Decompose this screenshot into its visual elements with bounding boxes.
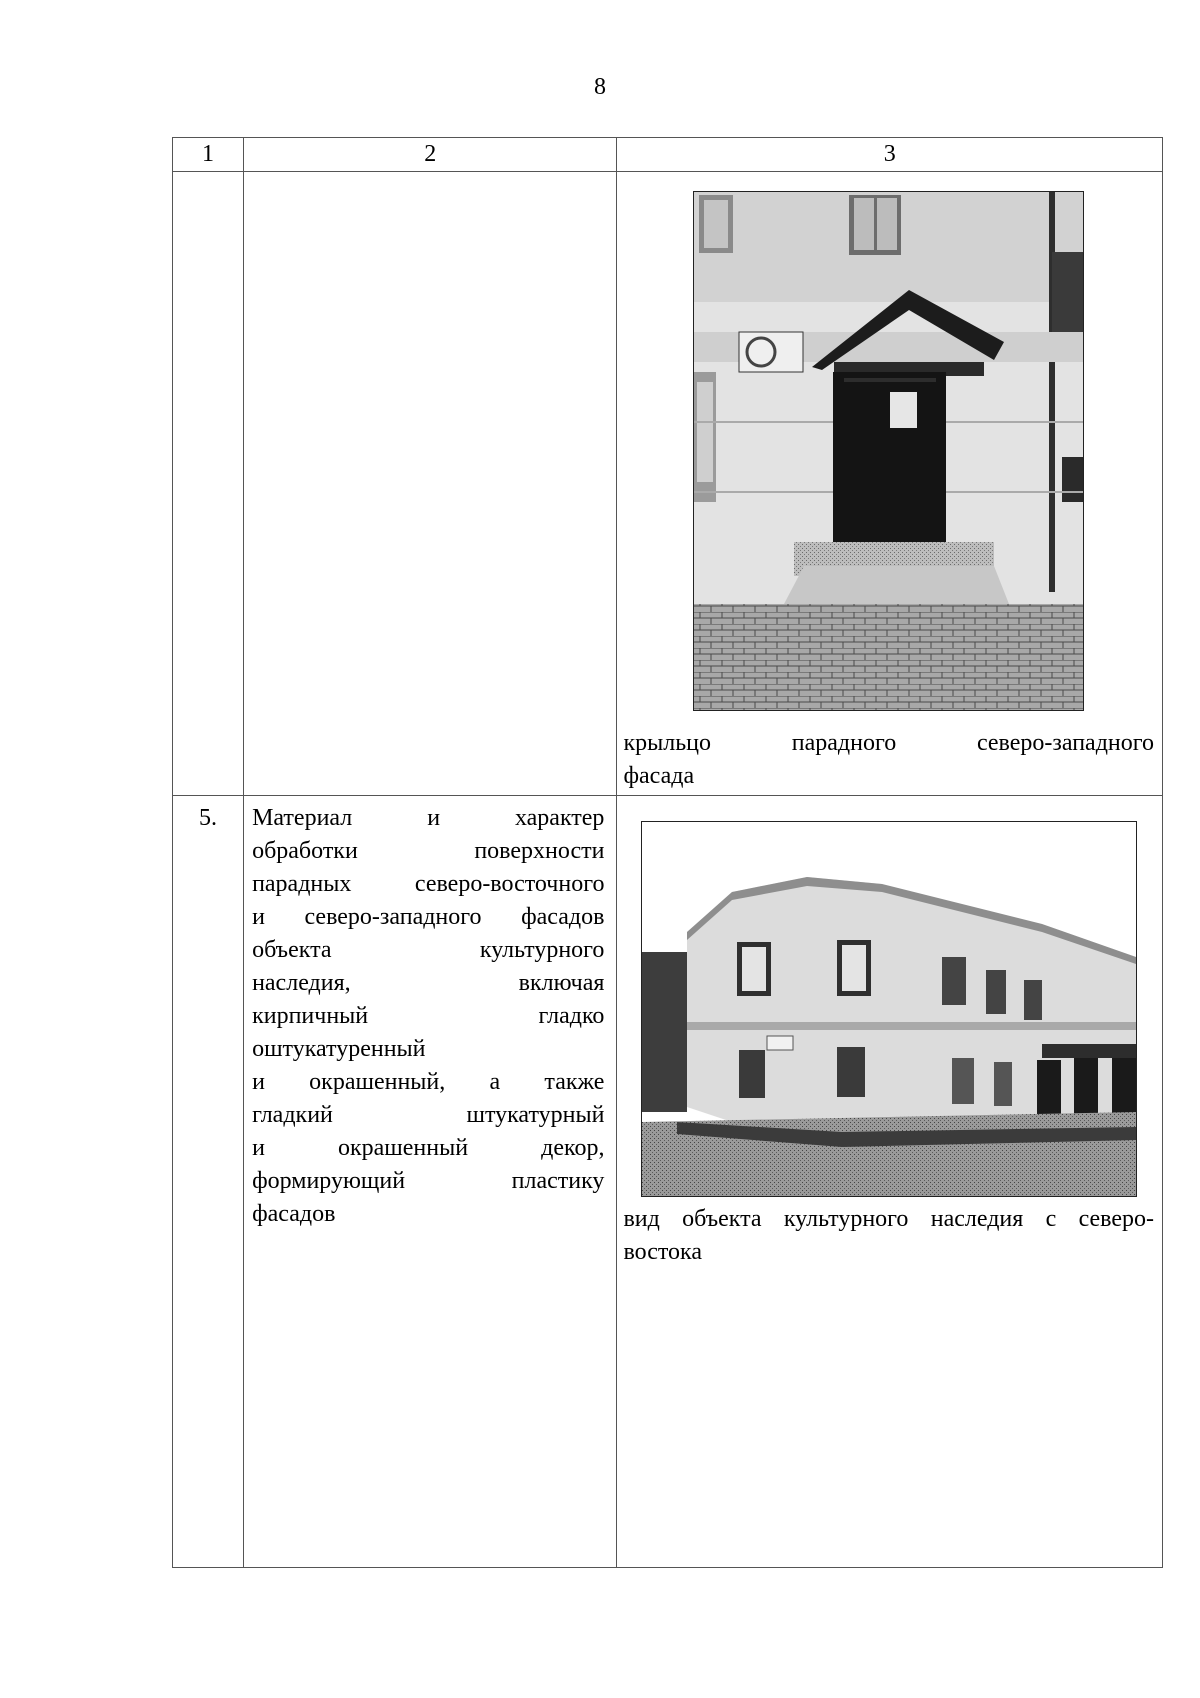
header-col-1: 1	[173, 138, 244, 172]
table-row-5	[173, 796, 1163, 1568]
description-line: Материал и характер	[252, 805, 605, 831]
description-line: и окрашенный декор,	[252, 1135, 605, 1161]
description-line: фасадов	[252, 1201, 336, 1227]
building-photo	[641, 821, 1137, 1197]
caption-line: фасада	[623, 763, 695, 789]
caption-line: востока	[623, 1239, 702, 1265]
porch-photo-caption	[623, 727, 1154, 793]
description-line: обработки поверхности	[252, 838, 605, 864]
table-row-continued	[173, 172, 1163, 796]
description-line: формирующий пластику	[252, 1168, 605, 1194]
description-line: наследия, включая	[252, 970, 605, 996]
heritage-table	[172, 137, 1163, 1568]
description-line: оштукатуренный	[252, 1036, 426, 1062]
row-5-photo-cell	[617, 796, 1163, 1568]
header-col-2: 2	[244, 138, 617, 172]
row-5-number: 5.	[173, 796, 244, 1568]
row-5-description	[244, 796, 617, 1568]
building-photo-caption	[623, 1203, 1154, 1269]
description-line: парадных северо-восточного	[252, 871, 605, 897]
row-description-cell	[244, 172, 617, 796]
caption-line: вид объекта культурного наследия с северо-	[623, 1206, 1154, 1232]
row-photo-cell	[617, 172, 1163, 796]
description-line: и северо-западного фасадов	[252, 904, 605, 930]
header-col-3: 3	[617, 138, 1163, 172]
page-number: 8	[594, 74, 606, 100]
row-number-cell	[173, 172, 244, 796]
description-line: гладкий штукатурный	[252, 1102, 605, 1128]
description-line: объекта культурного	[252, 937, 605, 963]
description-line: кирпичный гладко	[252, 1003, 605, 1029]
caption-line: крыльцо парадного северо-западного	[623, 730, 1154, 756]
porch-photo-image	[694, 192, 1083, 710]
table-header-row	[173, 138, 1163, 172]
building-photo-image	[642, 822, 1136, 1196]
description-line: и окрашенный, а также	[252, 1069, 605, 1095]
porch-photo	[693, 191, 1084, 711]
